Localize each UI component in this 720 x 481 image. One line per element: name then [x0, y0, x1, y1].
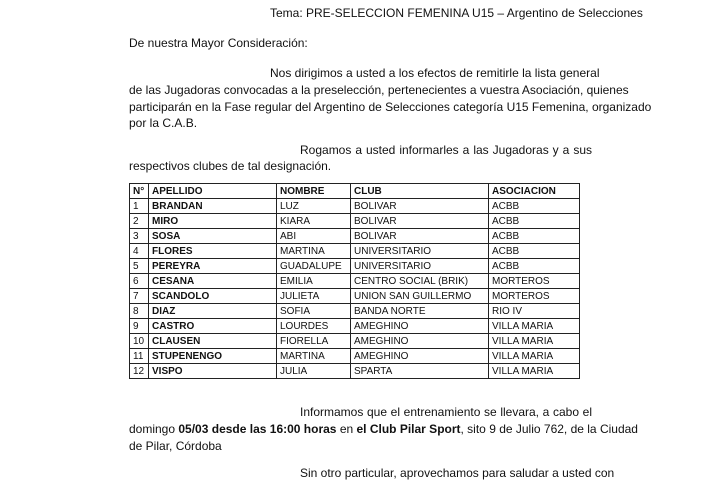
table-row: [130, 304, 580, 319]
cell-number: 11: [130, 349, 149, 364]
table-row: [130, 319, 580, 334]
paragraph-3-line-1: Informamos que el entrenamiento se llevara, a cabo el: [300, 405, 592, 419]
cell-nombre: LOURDES: [277, 319, 351, 334]
cell-number: 1: [130, 199, 149, 214]
cell-asociacion: ACBB: [489, 244, 580, 259]
cell-club: BANDA NORTE: [351, 304, 489, 319]
table-row: [130, 289, 580, 304]
cell-apellido: MIRO: [149, 214, 277, 229]
cell-club: UNIVERSITARIO: [351, 244, 489, 259]
cell-apellido: PEREYRA: [149, 259, 277, 274]
cell-nombre: JULIA: [277, 364, 351, 379]
cell-number: 3: [130, 229, 149, 244]
training-club: el Club Pilar Sport: [356, 422, 461, 436]
cell-asociacion: VILLA MARIA: [489, 334, 580, 349]
table-row: [130, 229, 580, 244]
paragraph-3-line-2: [129, 422, 638, 437]
greeting: De nuestra Mayor Consideración:: [129, 36, 308, 50]
cell-number: 6: [130, 274, 149, 289]
header-number: N°: [130, 184, 149, 199]
cell-nombre: MARTINA: [277, 349, 351, 364]
cell-club: SPARTA: [351, 364, 489, 379]
cell-apellido: SCANDOLO: [149, 289, 277, 304]
cell-apellido: CESANA: [149, 274, 277, 289]
header-club: CLUB: [351, 184, 489, 199]
training-address: , sito 9 de Julio 762, de la Ciudad: [460, 422, 638, 436]
header-asociacion: ASOCIACION: [489, 184, 580, 199]
table-row: [130, 274, 580, 289]
table-row: [130, 259, 580, 274]
cell-club: BOLIVAR: [351, 214, 489, 229]
header-apellido: APELLIDO: [149, 184, 277, 199]
cell-club: AMEGHINO: [351, 349, 489, 364]
table-row: [130, 214, 580, 229]
cell-nombre: MARTINA: [277, 244, 351, 259]
cell-apellido: CASTRO: [149, 319, 277, 334]
table-row: [130, 364, 580, 379]
cell-asociacion: VILLA MARIA: [489, 364, 580, 379]
cell-number: 10: [130, 334, 149, 349]
cell-apellido: STUPENENGO: [149, 349, 277, 364]
cell-nombre: KIARA: [277, 214, 351, 229]
cell-apellido: FLORES: [149, 244, 277, 259]
cell-club: BOLIVAR: [351, 199, 489, 214]
table-row: [130, 199, 580, 214]
cell-number: 5: [130, 259, 149, 274]
table-header-row: [130, 184, 580, 199]
cell-club: BOLIVAR: [351, 229, 489, 244]
cell-club: CENTRO SOCIAL (BRIK): [351, 274, 489, 289]
cell-nombre: JULIETA: [277, 289, 351, 304]
cell-nombre: EMILIA: [277, 274, 351, 289]
cell-nombre: FIORELLA: [277, 334, 351, 349]
cell-asociacion: MORTEROS: [489, 274, 580, 289]
cell-apellido: CLAUSEN: [149, 334, 277, 349]
training-text-pre: domingo: [129, 422, 179, 436]
subject-line: Tema: PRE-SELECCION FEMENINA U15 – Argentino de Selecciones: [270, 6, 643, 20]
cell-club: AMEGHINO: [351, 319, 489, 334]
cell-nombre: ABI: [277, 229, 351, 244]
paragraph-2-line-1: Rogamos a usted informarles a las Jugadoras y a sus: [300, 143, 592, 157]
table-row: [130, 244, 580, 259]
cell-asociacion: ACBB: [489, 259, 580, 274]
training-text-mid: en: [336, 422, 357, 436]
cell-apellido: SOSA: [149, 229, 277, 244]
cell-number: 8: [130, 304, 149, 319]
cell-number: 7: [130, 289, 149, 304]
cell-number: 12: [130, 364, 149, 379]
cell-nombre: SOFIA: [277, 304, 351, 319]
cell-club: UNION SAN GUILLERMO: [351, 289, 489, 304]
paragraph-2-line-2: respectivos clubes de tal designación.: [129, 159, 332, 173]
cell-asociacion: ACBB: [489, 214, 580, 229]
paragraph-1-line-1: Nos dirigimos a usted a los efectos de remitirle la lista general: [270, 66, 600, 80]
cell-apellido: VISPO: [149, 364, 277, 379]
cell-club: AMEGHINO: [351, 334, 489, 349]
cell-number: 9: [130, 319, 149, 334]
paragraph-1-line-2: de las Jugadoras convocadas a la preselección, pertenecientes a vuestra Asociación, quienes: [129, 83, 629, 97]
cell-asociacion: RIO IV: [489, 304, 580, 319]
cell-asociacion: MORTEROS: [489, 289, 580, 304]
training-date: 05/03 desde las 16:00 horas: [178, 422, 337, 436]
paragraph-1-line-4: por la C.A.B.: [129, 116, 198, 130]
paragraph-1-line-3: participarán en la Fase regular del Argentino de Selecciones categoría U15 Femenina, organizado: [129, 100, 652, 114]
player-table: [129, 183, 580, 379]
table-row: [130, 334, 580, 349]
header-nombre: NOMBRE: [277, 184, 351, 199]
paragraph-3-line-3: de Pilar, Córdoba: [129, 439, 222, 453]
cell-asociacion: VILLA MARIA: [489, 349, 580, 364]
cell-asociacion: VILLA MARIA: [489, 319, 580, 334]
cell-club: UNIVERSITARIO: [351, 259, 489, 274]
cell-number: 2: [130, 214, 149, 229]
cell-nombre: LUZ: [277, 199, 351, 214]
cell-asociacion: ACBB: [489, 229, 580, 244]
closing-line: Sin otro particular, aprovechamos para saludar a usted con: [300, 466, 615, 480]
cell-asociacion: ACBB: [489, 199, 580, 214]
cell-apellido: DIAZ: [149, 304, 277, 319]
cell-number: 4: [130, 244, 149, 259]
cell-nombre: GUADALUPE: [277, 259, 351, 274]
table-row: [130, 349, 580, 364]
cell-apellido: BRANDAN: [149, 199, 277, 214]
